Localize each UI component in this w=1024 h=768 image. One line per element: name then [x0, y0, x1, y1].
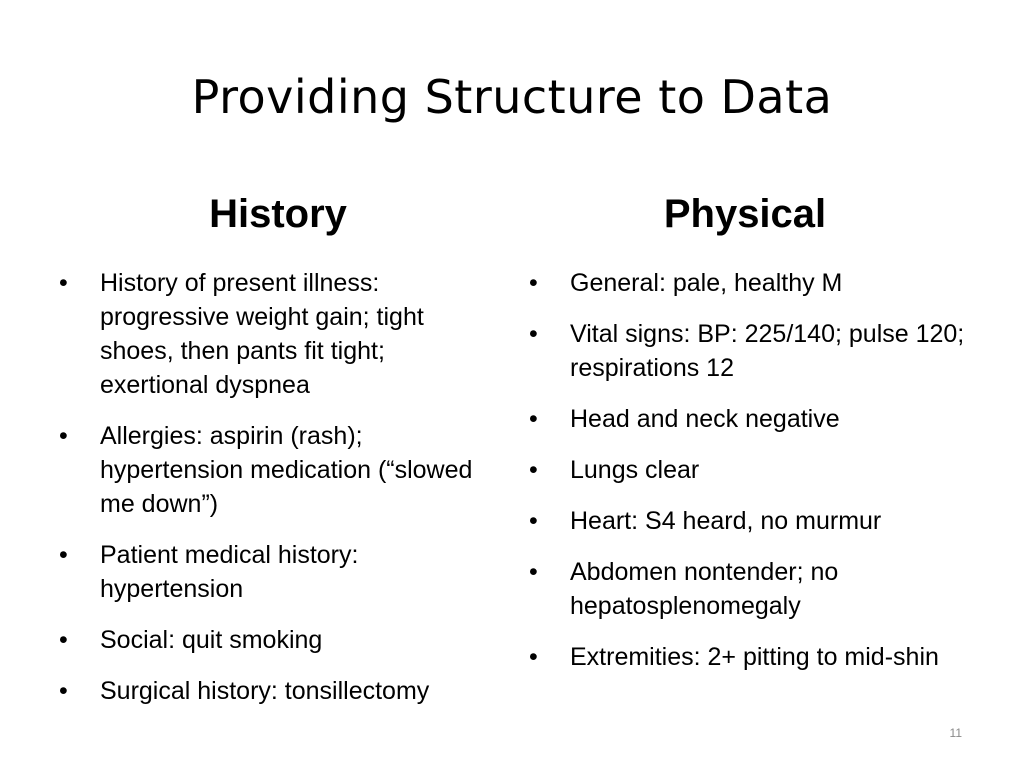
- history-item-text: Patient medical history: hypertension: [100, 541, 359, 603]
- bullet-icon: •: [529, 320, 538, 348]
- page-number: 11: [949, 726, 962, 740]
- bullet-icon: •: [529, 507, 538, 535]
- history-item-text: Social: quit smoking: [100, 626, 323, 654]
- physical-item-heart: [528, 504, 968, 538]
- bullet-icon: •: [529, 456, 538, 484]
- history-item-social: [58, 623, 478, 657]
- physical-item-text: Lungs clear: [570, 456, 700, 484]
- bullet-icon: •: [529, 558, 538, 586]
- physical-heading: Physical: [663, 192, 827, 236]
- physical-item-head-neck: [528, 402, 968, 436]
- physical-item-lungs: [528, 453, 968, 487]
- physical-list: [528, 266, 968, 691]
- physical-item-general: [528, 266, 968, 300]
- physical-item-text: Extremities: 2+ pitting to mid-shin: [570, 643, 939, 671]
- physical-item-text: Abdomen nontender; no hepatosplenomegaly: [570, 558, 839, 620]
- bullet-icon: •: [59, 677, 68, 705]
- physical-item-extremities: [528, 640, 968, 674]
- history-item-allergies: [58, 419, 478, 521]
- bullet-icon: •: [59, 541, 68, 569]
- history-item-surgical: [58, 674, 478, 708]
- bullet-icon: •: [59, 422, 68, 450]
- history-item-medical-history: [58, 538, 478, 606]
- physical-item-text: General: pale, healthy M: [570, 269, 843, 297]
- bullet-icon: •: [529, 269, 538, 297]
- slide-title: Providing Structure to Data: [191, 70, 833, 124]
- history-heading: History: [209, 192, 347, 236]
- physical-item-text: Vital signs: BP: 225/140; pulse 120; respirations 12: [570, 320, 965, 382]
- bullet-icon: •: [529, 405, 538, 433]
- physical-item-vital-signs: [528, 317, 968, 385]
- physical-item-text: Head and neck negative: [570, 405, 840, 433]
- physical-item-abdomen: [528, 555, 968, 623]
- bullet-icon: •: [529, 643, 538, 671]
- bullet-icon: •: [59, 626, 68, 654]
- history-item-present-illness: [58, 266, 478, 402]
- history-item-text: Surgical history: tonsillectomy: [100, 677, 430, 705]
- history-list: [58, 266, 478, 725]
- history-item-text: History of present illness: progressive weight gain; tight shoes, then pants fit tight; exertional dyspnea: [100, 269, 424, 399]
- physical-item-text: Heart: S4 heard, no murmur: [570, 507, 882, 535]
- bullet-icon: •: [59, 269, 68, 297]
- history-item-text: Allergies: aspirin (rash); hypertension medication (“slowed me down”): [100, 422, 473, 518]
